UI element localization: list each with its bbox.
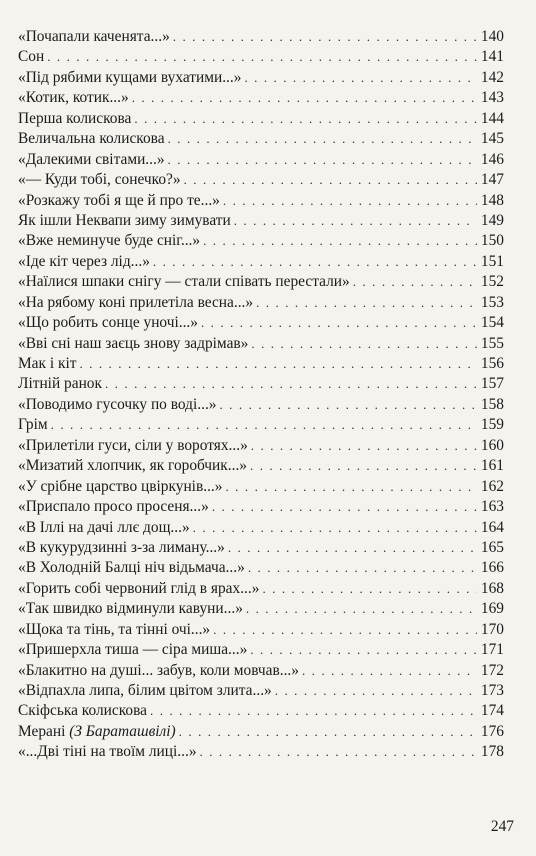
toc-entry-page: 162	[480, 477, 504, 495]
dot-leader	[256, 293, 477, 313]
toc-entry	[18, 742, 504, 762]
toc-entry-title: «В кукурудзинні з-за лиману...»	[18, 538, 225, 556]
toc-entry	[18, 620, 504, 640]
dot-leader	[219, 395, 476, 415]
toc-entry	[18, 334, 504, 354]
toc-entry-page: 148	[480, 191, 504, 209]
toc-entry-page: 152	[480, 273, 504, 291]
toc-entry-title: «Котик, котик...»	[18, 89, 129, 107]
toc-entry-page: 144	[480, 109, 504, 127]
toc-entry-title: Величальна колискова	[18, 130, 165, 148]
toc-entry-title: «В Іллі на дачі ллє дощ...»	[18, 518, 190, 536]
toc-entry-title: «Під рябими кущами вухатими...»	[18, 68, 242, 86]
dot-leader	[212, 497, 477, 517]
toc-entry	[18, 47, 504, 67]
toc-entry	[18, 722, 504, 742]
dot-leader	[168, 129, 477, 149]
dot-leader	[179, 722, 477, 742]
toc-entry-title: «Почапали каченята...»	[18, 28, 170, 45]
toc-entry-page: 159	[480, 416, 504, 434]
toc-entry	[18, 456, 504, 476]
toc-entry-page: 147	[480, 171, 504, 189]
toc-entry-page: 174	[480, 702, 504, 720]
toc-entry	[18, 518, 504, 538]
toc-entry	[18, 252, 504, 272]
toc-entry	[18, 579, 504, 599]
toc-entry-title	[18, 722, 179, 742]
dot-leader	[248, 558, 477, 578]
dot-leader	[213, 620, 477, 640]
toc-entry	[18, 415, 504, 435]
toc-entry-page: 166	[480, 559, 504, 577]
toc-entry	[18, 211, 504, 231]
toc-entry-title: «В Холодній Балці ніч відьмача...»	[18, 559, 245, 577]
toc-entry	[18, 497, 504, 517]
toc-entry-page: 149	[480, 211, 504, 229]
dot-leader	[153, 252, 477, 272]
dot-leader	[275, 681, 477, 701]
dot-leader	[225, 477, 476, 497]
toc-entry-page: 171	[480, 641, 504, 659]
toc-entry	[18, 538, 504, 558]
toc-entry-title: Як ішли Неквапи зиму зимувати	[18, 211, 231, 229]
toc-entry-title: Мак і кіт	[18, 355, 77, 372]
dot-leader	[150, 701, 477, 721]
toc-entry-title: Літній ранок	[18, 375, 102, 393]
toc-entry-page: 170	[480, 620, 504, 638]
toc-entry-page: 160	[480, 436, 504, 454]
toc-entry-title: «Що робить сонце уночі...»	[18, 314, 198, 332]
toc-entry	[18, 231, 504, 251]
toc-entry-title: Скіфська колискова	[18, 702, 147, 720]
dot-leader	[105, 374, 477, 394]
toc-entry	[18, 395, 504, 415]
toc-entry-title: «На рябому коні прилетіла весна...»	[18, 293, 254, 311]
dot-leader	[200, 742, 477, 762]
toc-entry-page: 178	[480, 743, 504, 761]
toc-entry-title: «Горить собі червоний глід в ярах...»	[18, 579, 260, 597]
toc-entry-page: 142	[480, 68, 504, 86]
toc-entry-title: «Пришерхла тиша — сіра миша...»	[18, 641, 248, 659]
dot-leader	[228, 538, 477, 558]
toc-entry-page: 176	[480, 722, 504, 740]
toc-entry	[18, 27, 504, 47]
toc-entry-title: Грім	[18, 416, 48, 434]
toc-entry	[18, 88, 504, 108]
dot-leader	[244, 68, 476, 88]
toc-entry-title: «Вві сні наш заєць знову задрімав»	[18, 334, 249, 352]
dot-leader	[132, 88, 477, 108]
toc-entry	[18, 109, 504, 129]
toc-entry-page: 145	[480, 130, 504, 148]
toc-entry-page: 165	[480, 538, 504, 556]
table-of-contents	[18, 27, 504, 763]
dot-leader	[353, 272, 477, 292]
toc-entry-title: «Далекими світами...»	[18, 150, 165, 168]
toc-entry-title: Перша колискова	[18, 109, 132, 127]
toc-entry	[18, 293, 504, 313]
toc-entry	[18, 436, 504, 456]
toc-entry	[18, 68, 504, 88]
dot-leader	[251, 436, 477, 456]
toc-entry-title: «У срібне царство цвіркунів...»	[18, 477, 223, 495]
toc-entry	[18, 701, 504, 721]
toc-entry-page: 156	[480, 355, 504, 372]
dot-leader	[168, 150, 477, 170]
toc-entry-title-main: Мерані	[18, 722, 66, 740]
toc-entry-subtitle: (З Бараташвілі)	[69, 722, 176, 740]
dot-leader	[173, 27, 477, 47]
toc-entry-page: 155	[480, 334, 504, 352]
dot-leader	[262, 579, 476, 599]
dot-leader	[234, 211, 477, 231]
toc-entry	[18, 272, 504, 292]
toc-entry-page: 157	[480, 375, 504, 393]
toc-entry	[18, 354, 504, 374]
toc-entry-page: 146	[480, 150, 504, 168]
toc-entry	[18, 313, 504, 333]
toc-entry-title: «Щока та тінь, та тінні очі...»	[18, 620, 211, 638]
dot-leader	[250, 640, 477, 660]
toc-entry-title: «Вже неминуче буде сніг...»	[18, 232, 201, 250]
dot-leader	[246, 599, 477, 619]
page-number: 247	[490, 818, 514, 835]
toc-entry-title: «— Куди тобі, сонечко?»	[18, 171, 181, 189]
toc-entry-page: 173	[480, 682, 504, 699]
toc-entry	[18, 681, 504, 701]
toc-entry-page: 168	[480, 579, 504, 597]
toc-entry	[18, 191, 504, 211]
toc-entry-title: «Мизатий хлопчик, як горобчик...»	[18, 457, 247, 475]
toc-entry-page: 143	[480, 89, 504, 107]
toc-entry	[18, 374, 504, 394]
toc-entry-page: 140	[480, 28, 504, 45]
dot-leader	[184, 170, 477, 190]
toc-entry	[18, 477, 504, 497]
toc-entry	[18, 661, 504, 681]
dot-leader	[223, 191, 477, 211]
toc-entry	[18, 558, 504, 578]
toc-entry-title: «Наїлися шпаки снігу — стали співать перестали»	[18, 273, 350, 291]
dot-leader	[134, 109, 477, 129]
toc-entry-title: «Так швидко відминули кавуни...»	[18, 600, 243, 618]
dot-leader	[203, 231, 477, 251]
toc-entry-page: 158	[480, 395, 504, 413]
toc-entry-title: «Прилетіли гуси, сіли у воротях...»	[18, 436, 248, 454]
toc-entry-page: 161	[480, 457, 504, 475]
toc-entry	[18, 170, 504, 190]
toc-entry-title: «Приспало просо просеня...»	[18, 498, 209, 516]
toc-entry-page: 163	[480, 498, 504, 516]
toc-entry	[18, 599, 504, 619]
toc-entry-title: Сон	[18, 48, 45, 66]
toc-entry-title: «Відпахла липа, білим цвітом злита...»	[18, 682, 272, 699]
dot-leader	[250, 456, 477, 476]
toc-entry-title: «...Дві тіні на твоїм лиці...»	[18, 743, 197, 761]
toc-entry-page: 150	[480, 232, 504, 250]
dot-leader	[193, 518, 477, 538]
toc-entry-page: 151	[480, 252, 504, 270]
toc-entry-title: «Іде кіт через лід...»	[18, 252, 150, 270]
toc-entry-page: 164	[480, 518, 504, 536]
toc-entry	[18, 640, 504, 660]
dot-leader	[51, 415, 477, 435]
dot-leader	[302, 661, 477, 681]
toc-entry-page: 153	[480, 293, 504, 311]
toc-entry-page: 172	[480, 661, 504, 679]
toc-entry-title: «Поводимо гусочку по воді...»	[18, 395, 217, 413]
toc-entry	[18, 129, 504, 149]
toc-entry	[18, 150, 504, 170]
toc-entry-title: «Блакитно на душі... забув, коли мовчав...»	[18, 661, 299, 679]
dot-leader	[251, 334, 477, 354]
dot-leader	[201, 313, 477, 333]
toc-entry-title: «Розкажу тобі я ще й про те...»	[18, 191, 220, 209]
dot-leader	[79, 354, 476, 374]
dot-leader	[47, 47, 477, 67]
toc-entry-page: 141	[480, 48, 504, 66]
toc-entry-page: 154	[480, 314, 504, 332]
toc-entry-page: 169	[480, 600, 504, 618]
